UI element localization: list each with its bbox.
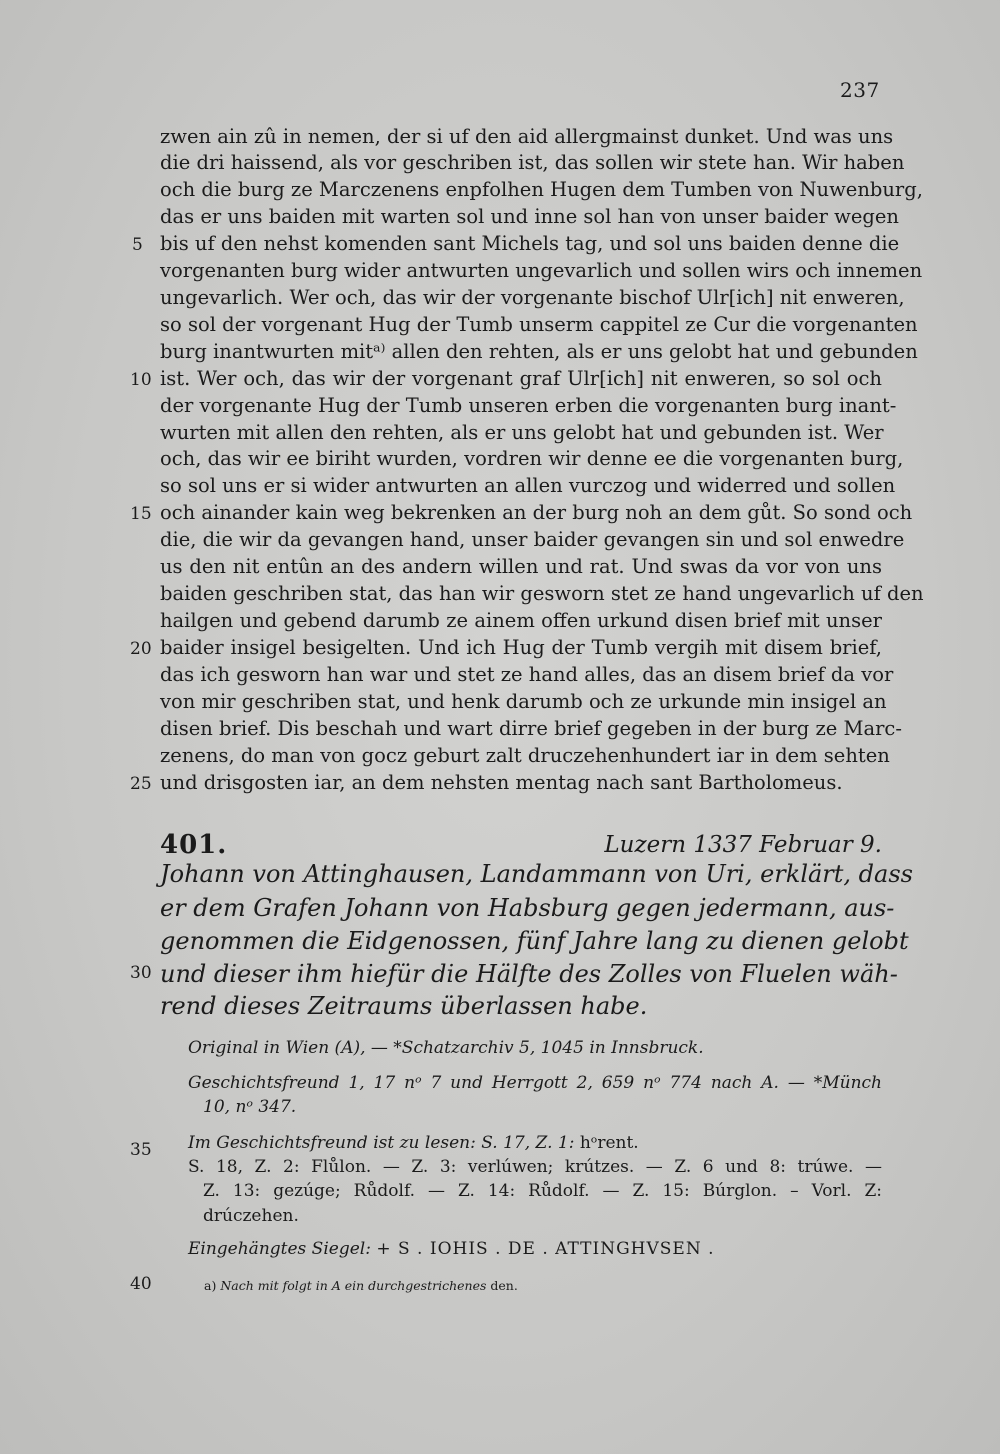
line-number: 30 — [130, 963, 152, 983]
body-line: hailgen und gebend darumb ze ainem offen urkund disen brief mit unser — [160, 609, 882, 632]
line-number: 5 — [132, 235, 143, 255]
line-number: 35 — [130, 1140, 152, 1160]
line-number: 15 — [130, 504, 152, 524]
footnote — [204, 1278, 518, 1293]
body-line: ungevarlich. Wer och, das wir der vorgenante bischof Ulr[ich] nit enweren, — [160, 286, 905, 309]
variants-reading: hᵒrent. — [579, 1133, 639, 1153]
body-line: so sol der vorgenant Hug der Tumb unserm cappitel ze Cur die vorgenanten — [160, 313, 918, 336]
variants-line: S. 18, Z. 2: Flůlon. — Z. 3: verlúwen; krútzes. — Z. 6 und 8: trúwe. — — [188, 1157, 882, 1177]
prints-note: Geschichtsfreund 1, 17 nᵒ 7 und Herrgott 2, 659 nᵒ 774 nach A. — *Münch — [188, 1073, 882, 1093]
body-line: bis uf den nehst komenden sant Michels tag, und sol uns baiden denne die — [160, 232, 900, 255]
prints-note-continued: 10, nᵒ 347. — [203, 1097, 297, 1117]
footnote-word: den. — [490, 1278, 518, 1293]
summary-line: genommen die Eidgenossen, fünf Jahre lang zu dienen gelobt — [160, 927, 909, 955]
body-line: disen brief. Dis beschah und wart dirre brief gegeben in der burg ze Marc- — [160, 717, 902, 740]
body-line: och die burg ze Marczenens enpfolhen Hugen dem Tumben von Nuwenburg, — [160, 178, 923, 201]
summary-line: rend dieses Zeitraums überlassen habe. — [160, 992, 648, 1020]
document-place-date: Luzern 1337 Februar 9. — [604, 832, 882, 858]
body-line: burg inantwurten mitᵃ⁾ allen den rehten, als er uns gelobt hat und gebunden — [160, 340, 918, 363]
body-line: ist. Wer och, das wir der vorgenant graf Ulr[ich] nit enweren, so sol och — [160, 367, 882, 390]
line-number: 20 — [130, 639, 152, 659]
body-line: die dri haissend, als vor geschriben ist, das sollen wir stete han. Wir haben — [160, 151, 905, 174]
summary-line: er dem Grafen Johann von Habsburg gegen jedermann, aus- — [160, 894, 895, 922]
summary-line: Johann von Attinghausen, Landammann von Uri, erklärt, dass — [160, 860, 913, 888]
summary-line: und dieser ihm hiefür die Hälfte des Zolles von Fluelen wäh- — [160, 960, 898, 988]
seal-note — [188, 1238, 882, 1261]
body-line: zwen ain zû in nemen, der si uf den aid allergmainst dunket. Und was uns — [160, 125, 894, 148]
variants-label: Im Geschichtsfreund ist zu lesen: S. 17, Z. 1: — [188, 1133, 575, 1153]
body-line: baiden geschriben stat, das han wir gesworn stet ze hand ungevarlich uf den — [160, 582, 924, 605]
seal-legend: + S . IOHIS . DE . ATTINGHVSEN . — [376, 1239, 715, 1259]
body-line: zenens, do man von gocz geburt zalt druczehenhundert iar in dem sehten — [160, 744, 890, 767]
footnote-text: Nach mit folgt in A ein durchgestrichenes — [220, 1278, 487, 1293]
line-number: 25 — [130, 774, 152, 794]
seal-label: Eingehängtes Siegel: — [188, 1239, 371, 1259]
variants-line: Z. 13: gezúge; Růdolf. — Z. 14: Růdolf. — Z. 15: Búrglon. – Vorl. Z: — [203, 1181, 882, 1201]
tradition-note: Original in Wien (A), — *Schatzarchiv 5, 1045 in Innsbruck. — [188, 1038, 704, 1058]
body-line: von mir geschriben stat, und henk darumb och ze urkunde min insigel an — [160, 690, 887, 713]
body-line: der vorgenante Hug der Tumb unseren erben die vorgenanten burg inant- — [160, 394, 897, 417]
body-line: och, das wir ee biriht wurden, vordren wir denne ee die vorgenanten burg, — [160, 447, 904, 470]
line-number: 10 — [130, 370, 152, 390]
line-number: 40 — [130, 1274, 152, 1294]
body-line: so sol uns er si wider antwurten an allen vurczog und widerred und sollen — [160, 474, 896, 497]
body-line: baider insigel besigelten. Und ich Hug der Tumb vergih mit disem brief, — [160, 636, 882, 659]
footnote-marker: a) — [204, 1278, 217, 1293]
body-line: och ainander kain weg bekrenken an der burg noh an dem gůt. So sond och — [160, 501, 913, 524]
body-line: die, die wir da gevangen hand, unser baider gevangen sin und sol enwedre — [160, 528, 905, 551]
body-line: und drisgosten iar, an dem nehsten mentag nach sant Bartholomeus. — [160, 771, 843, 794]
page-number: 237 — [840, 78, 880, 102]
variants-note — [188, 1132, 882, 1155]
body-line: vorgenanten burg wider antwurten ungevarlich und sollen wirs och innemen — [160, 259, 923, 282]
variants-line: drúczehen. — [203, 1206, 299, 1226]
document-number: 401. — [160, 830, 228, 860]
body-line: das ich gesworn han war und stet ze hand alles, das an disem brief da vor — [160, 663, 894, 686]
body-line: das er uns baiden mit warten sol und inne sol han von unser baider wegen — [160, 205, 899, 228]
body-line: wurten mit allen den rehten, als er uns gelobt hat und gebunden ist. Wer — [160, 421, 884, 444]
body-line: us den nit entûn an des andern willen und rat. Und swas da vor von uns — [160, 555, 882, 578]
